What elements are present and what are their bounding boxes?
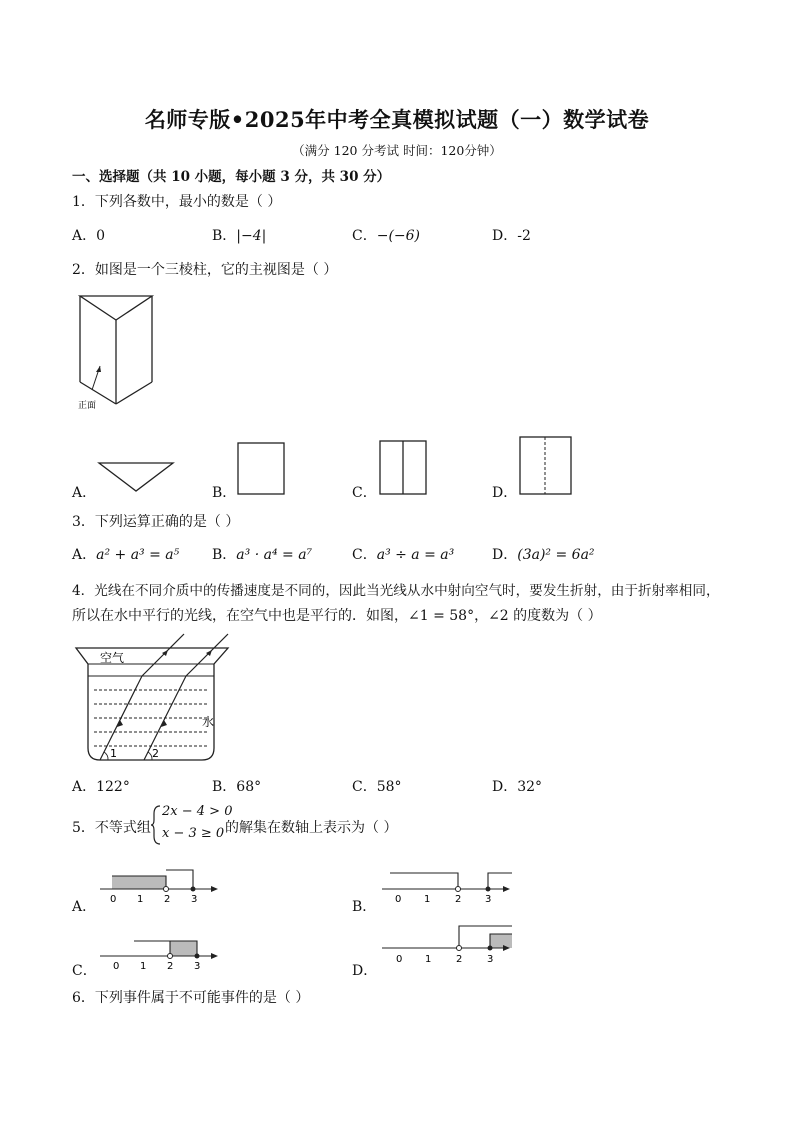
tick-3: 3: [191, 894, 198, 905]
q1-option-c-expr: −(−6): [376, 228, 421, 244]
q3-option-b-expr: a³ · a⁴ = a⁷: [236, 547, 313, 563]
question-6-stem: 6．下列事件属于不可能事件的是（ ）: [72, 990, 310, 1006]
q4-option-a: A．122°: [72, 779, 130, 795]
q1-option-b: [212, 225, 266, 245]
q2-option-c: C．: [352, 485, 377, 501]
q5-option-a: A．: [72, 899, 97, 915]
exam-info: （满分 120 分考试 时间：120分钟）: [292, 143, 502, 158]
tick-1: 1: [137, 894, 144, 905]
q3-option-c-label: C．: [352, 547, 377, 563]
question-1-stem: 1．下列各数中，最小的数是（ ）: [72, 194, 282, 210]
q1-option-d: D．-2: [492, 228, 531, 244]
question-3-stem: 3．下列运算正确的是（ ）: [72, 514, 240, 530]
question-5-stem-suffix: 的解集在数轴上表示为（ ）: [225, 820, 398, 836]
q3-option-a-label: A．: [72, 547, 97, 563]
prism-figure: [72, 290, 162, 415]
system-brace: [150, 804, 162, 846]
question-2-stem: 2．如图是一个三棱柱，它的主视图是（ ）: [72, 262, 338, 278]
number-line-c: [98, 930, 223, 974]
q2-figure-c-rect-solid-line: [378, 439, 428, 497]
tick-1: 1: [140, 961, 147, 972]
question-4-stem-line2: 所以在水中平行的光线，在空气中也是平行的．如图，∠1 = 58°，∠2 的度数为（ ）: [72, 608, 602, 624]
q3-option-b-label: B．: [212, 547, 237, 563]
q1-option-c-label: C．: [352, 228, 377, 244]
q2-option-b: B．: [212, 485, 237, 501]
q4-option-d: D．32°: [492, 779, 543, 795]
q3-option-b: [212, 544, 312, 564]
tick-2: 2: [455, 894, 462, 905]
q3-option-c-expr: a³ ÷ a = a³: [376, 547, 455, 563]
q3-option-d: [492, 544, 595, 564]
q2-option-a: A．: [72, 485, 97, 501]
tick-3: 3: [487, 954, 494, 965]
inequality-1: 2x − 4 > 0: [162, 804, 233, 819]
q2-figure-b-rect: [236, 441, 286, 497]
question-4-stem-line1: 4．光线在不同介质中的传播速度是不同的，因此当光线从水中射向空气时，要发生折射，由于折射率相同，: [72, 583, 720, 599]
q5-option-c: C．: [72, 963, 97, 979]
tick-0: 0: [110, 894, 117, 905]
tick-2: 2: [456, 954, 463, 965]
q2-figure-a-triangle: [96, 460, 176, 496]
section-heading: 一、选择题（共 10 小题，每小题 3 分，共 30 分）: [72, 169, 391, 185]
angle-2-label: 2: [152, 747, 159, 760]
q1-option-b-expr: |−4|: [236, 228, 267, 244]
number-line-b: [380, 863, 515, 907]
front-label: 正面: [78, 401, 97, 411]
tick-0: 0: [396, 954, 403, 965]
q3-option-c: [352, 544, 454, 564]
q5-option-d: D．: [352, 963, 378, 979]
number-line-a: [98, 863, 223, 907]
tick-3: 3: [194, 961, 201, 972]
question-5-stem-prefix: 5．不等式组: [72, 820, 151, 836]
page-title: 名师专版•2025年中考全真模拟试题（一）数学试卷: [144, 107, 650, 132]
q2-option-d: D．: [492, 485, 518, 501]
q3-option-d-label: D．: [492, 547, 518, 563]
q2-figure-d-rect-dashed-line: [518, 435, 574, 497]
q5-option-b: B．: [352, 899, 377, 915]
angle-1-label: 1: [110, 747, 117, 760]
q1-option-c: [352, 225, 420, 245]
q1-option-a: A．0: [72, 228, 106, 244]
q3-option-d-expr: (3a)² = 6a²: [517, 547, 595, 563]
refraction-figure: [72, 630, 242, 765]
tick-3: 3: [485, 894, 492, 905]
water-label: 水: [202, 715, 215, 729]
tick-1: 1: [425, 954, 432, 965]
tick-0: 0: [395, 894, 402, 905]
q4-option-b: B．68°: [212, 779, 262, 795]
q3-option-a: [72, 544, 179, 564]
air-label: 空气: [100, 651, 125, 665]
inequality-2: x − 3 ≥ 0: [162, 826, 225, 841]
tick-2: 2: [167, 961, 174, 972]
tick-2: 2: [164, 894, 171, 905]
q4-option-c: C．58°: [352, 779, 402, 795]
q1-option-b-label: B．: [212, 228, 237, 244]
number-line-d: [380, 922, 515, 970]
q3-option-a-expr: a² + a³ = a⁵: [96, 547, 180, 563]
tick-0: 0: [113, 961, 120, 972]
tick-1: 1: [424, 894, 431, 905]
